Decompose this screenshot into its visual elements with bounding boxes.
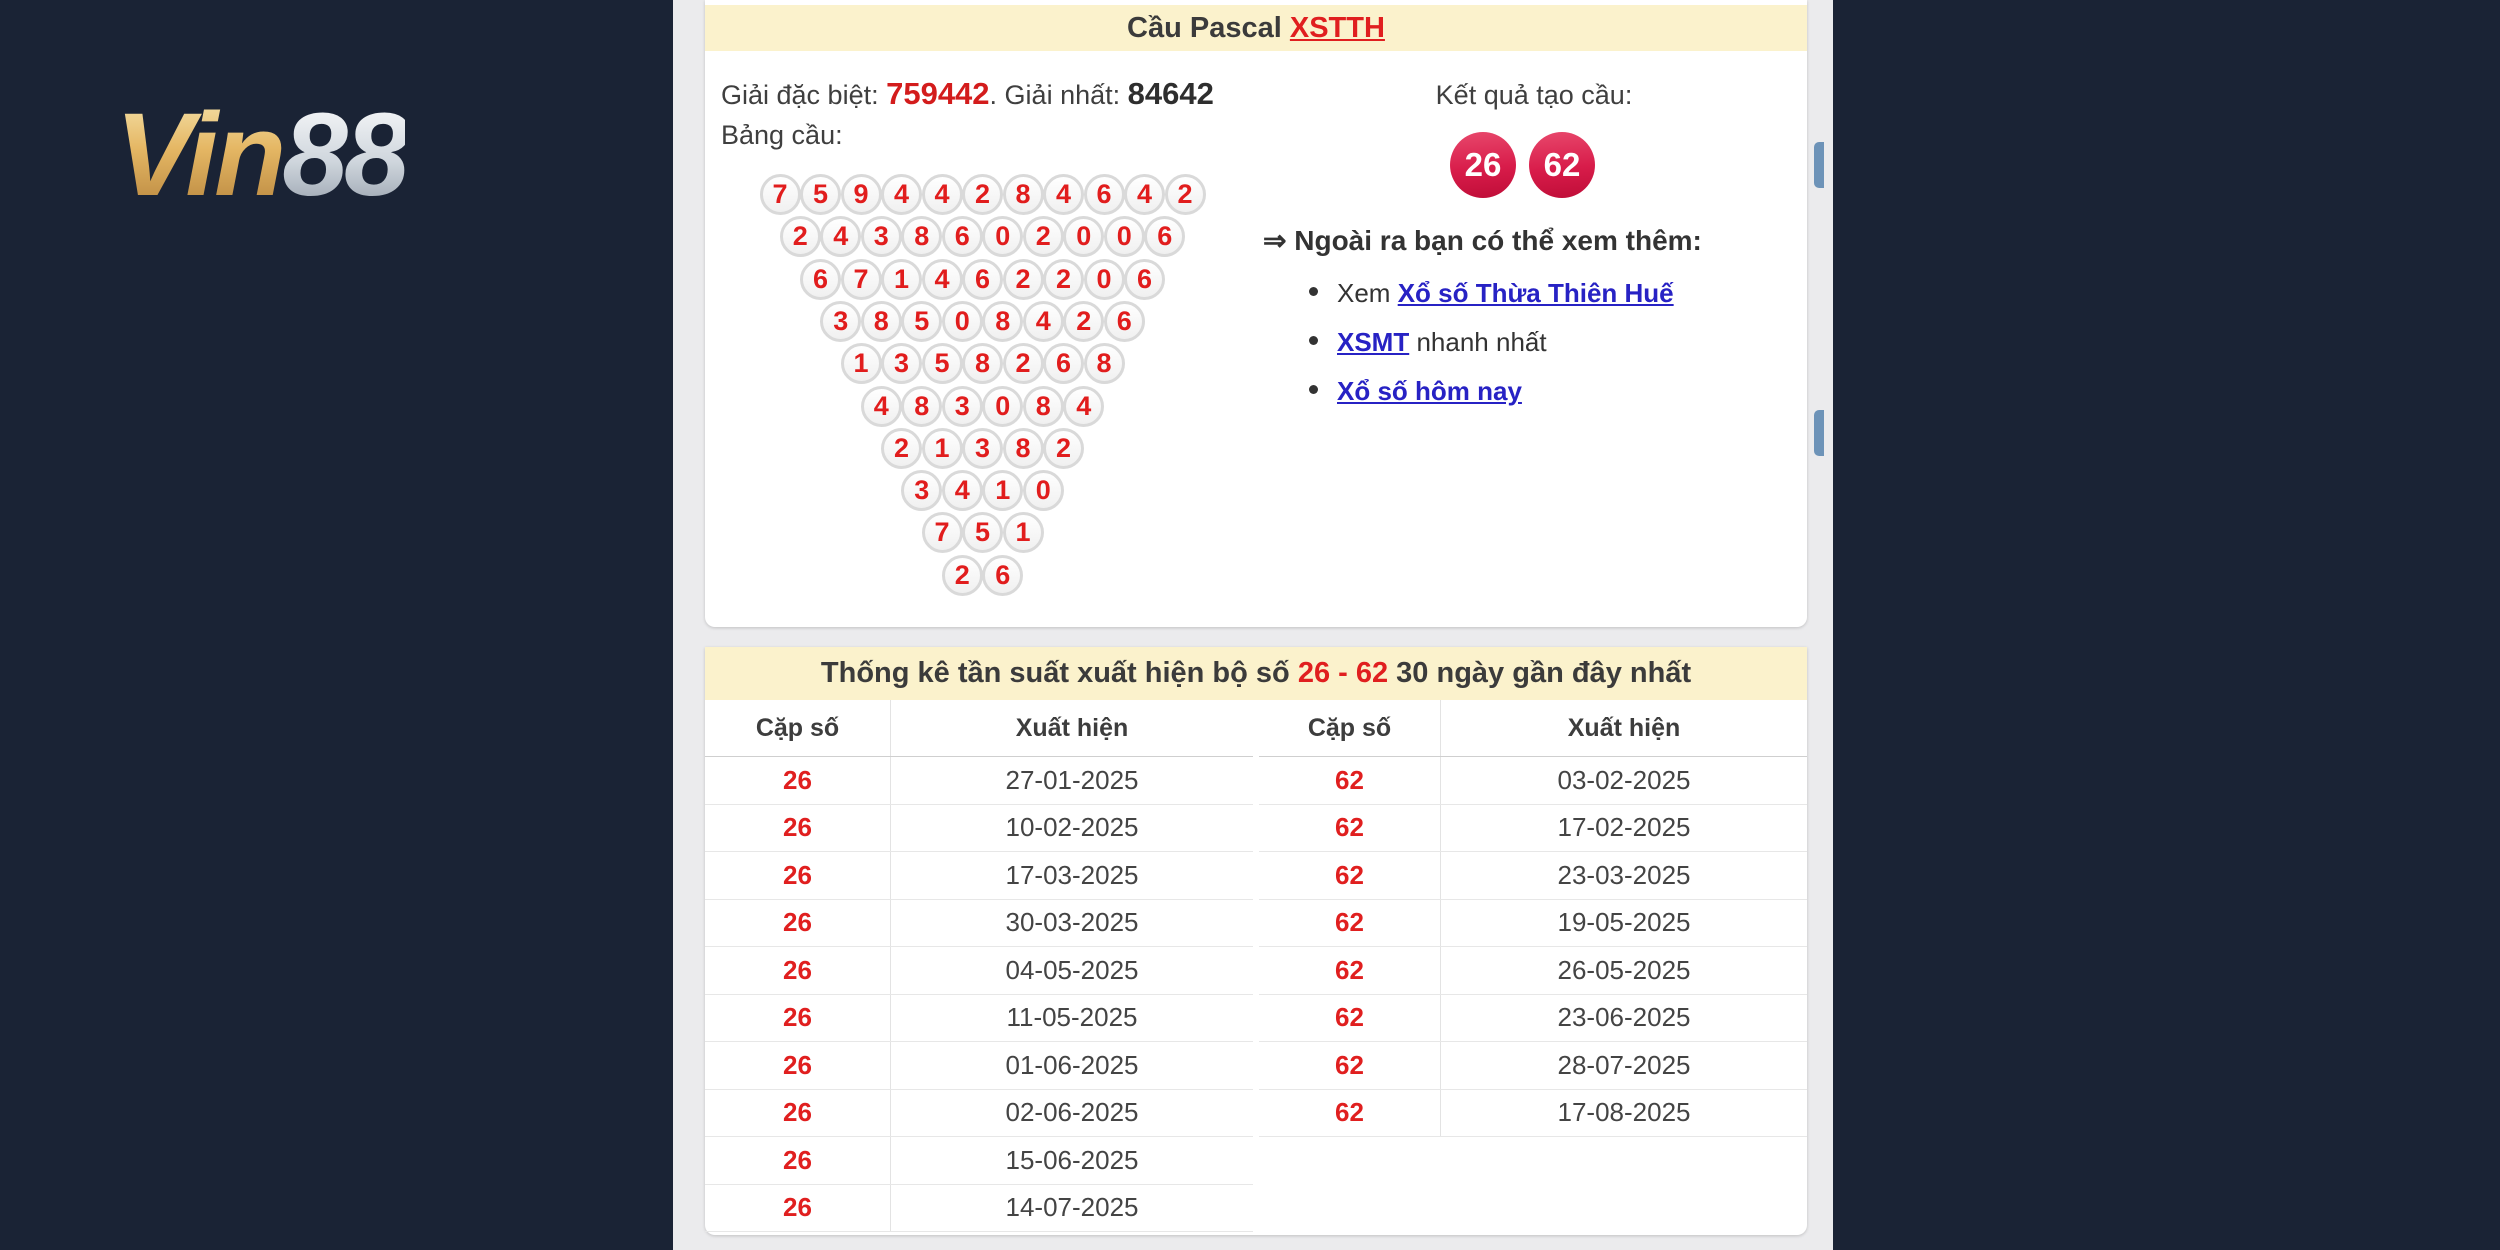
pyramid-cell: 2	[1165, 174, 1206, 215]
pyramid-cell: 0	[1084, 259, 1125, 300]
pyramid-cell: 8	[1023, 386, 1064, 427]
pair-column-header: Cặp số	[705, 700, 891, 756]
pyramid-cell: 0	[982, 386, 1023, 427]
table-row	[705, 947, 1253, 995]
pyramid-cell: 2	[1043, 259, 1084, 300]
special-prize-label: Giải đặc biệt:	[721, 80, 887, 110]
date-cell: 17-02-2025	[1557, 812, 1691, 843]
pyramid-cell: 2	[1043, 428, 1084, 469]
table-row	[705, 805, 1253, 853]
bullet-icon	[1309, 336, 1318, 345]
board-label: Bảng cầu:	[721, 120, 843, 150]
frequency-stats-card	[705, 647, 1807, 1235]
pyramid-cell: 4	[820, 216, 861, 257]
pyramid-cell: 4	[942, 470, 983, 511]
pyramid-cell: 8	[861, 301, 902, 342]
date-cell: 27-01-2025	[1005, 764, 1139, 795]
result-ball-2: 62	[1529, 132, 1595, 198]
prize-line	[721, 76, 1214, 112]
pyramid-cell: 3	[901, 470, 942, 511]
see-more-links	[1303, 278, 1674, 425]
logo-part-88: 88	[282, 89, 406, 221]
pyramid-cell: 2	[1063, 301, 1104, 342]
pyramid-cell: 5	[962, 512, 1003, 553]
pyramid-cell: 0	[982, 216, 1023, 257]
date-cell: 02-06-2025	[1005, 1097, 1139, 1128]
pair-cell: 26	[705, 1185, 891, 1232]
table-row	[1259, 1090, 1807, 1138]
pyramid-cell: 3	[881, 343, 922, 384]
date-cell: 11-05-2025	[1006, 1002, 1138, 1033]
pyramid-cell: 8	[1003, 428, 1044, 469]
bridge-title-text: Cầu Pascal	[1127, 12, 1290, 44]
table-row	[1259, 1042, 1807, 1090]
pair-cell: 26	[705, 1042, 891, 1089]
table-row	[705, 1090, 1253, 1138]
xo-so-thua-thien-hue-link[interactable]: Xổ số Thừa Thiên Huế	[1397, 278, 1674, 308]
link-suffix: nhanh nhất	[1409, 327, 1547, 357]
logo-part-vin: Vin	[115, 89, 283, 221]
date-cell: 17-03-2025	[1005, 859, 1139, 890]
pair-cell: 26	[705, 1137, 891, 1184]
cutoff-floating-button-fragment[interactable]	[1814, 142, 1824, 188]
xo-so-hom-nay-link[interactable]: Xổ số hôm nay	[1337, 376, 1522, 406]
pair-cell: 26	[705, 805, 891, 852]
pyramid-cell: 1	[922, 428, 963, 469]
pyramid-cell: 6	[982, 555, 1023, 596]
pyramid-cell: 7	[760, 174, 801, 215]
pyramid-cell: 7	[922, 512, 963, 553]
pyramid-cell: 5	[800, 174, 841, 215]
result-label: Kết quả tạo cầu:	[1435, 80, 1633, 110]
table-header-row	[1259, 700, 1807, 757]
bullet-icon	[1309, 287, 1318, 296]
pyramid-cell: 2	[1003, 343, 1044, 384]
date-cell: 30-03-2025	[1005, 907, 1139, 938]
link-prefix: Xem	[1337, 278, 1398, 308]
pair-cell: 62	[1259, 805, 1441, 852]
pyramid-cell: 0	[1023, 470, 1064, 511]
pyramid-cell: 4	[881, 174, 922, 215]
date-cell: 26-05-2025	[1557, 954, 1691, 985]
pair-cell: 62	[1259, 1042, 1441, 1089]
date-cell: 14-07-2025	[1005, 1192, 1139, 1223]
result-ball-1: 26	[1450, 132, 1516, 198]
pyramid-cell: 8	[982, 301, 1023, 342]
pyramid-cell: 6	[1043, 343, 1084, 384]
pyramid-cell: 8	[901, 386, 942, 427]
pyramid-cell: 1	[1003, 512, 1044, 553]
pyramid-cell: 8	[901, 216, 942, 257]
first-prize-value: 84642	[1127, 76, 1214, 111]
date-cell: 04-05-2025	[1005, 954, 1139, 985]
date-cell: 19-05-2025	[1557, 907, 1691, 938]
pyramid-cell: 3	[942, 386, 983, 427]
pyramid-cell: 6	[1084, 174, 1125, 215]
pyramid-cell: 2	[1023, 216, 1064, 257]
see-more-heading: ⇒ Ngoài ra bạn có thể xem thêm:	[1263, 225, 1702, 256]
pair-column-header: Cặp số	[1259, 700, 1441, 756]
pyramid-cell: 0	[1104, 216, 1145, 257]
pair-cell: 62	[1259, 852, 1441, 899]
pyramid-cell: 5	[901, 301, 942, 342]
table-row	[705, 757, 1253, 805]
bridge-card-title	[705, 5, 1807, 51]
stats-title-pair: 26 - 62	[1297, 657, 1389, 689]
table-row	[1259, 995, 1807, 1043]
pyramid-cell: 6	[800, 259, 841, 300]
list-item	[1303, 327, 1674, 357]
stats-table-right	[1259, 700, 1807, 1137]
pair-cell: 62	[1259, 995, 1441, 1042]
pyramid-cell: 5	[922, 343, 963, 384]
table-row	[1259, 757, 1807, 805]
pair-cell: 26	[705, 947, 891, 994]
pyramid-cell: 8	[1084, 343, 1125, 384]
site-logo[interactable]	[115, 89, 406, 221]
pyramid-cell: 0	[942, 301, 983, 342]
list-item	[1303, 278, 1674, 308]
date-cell: 15-06-2025	[1005, 1144, 1139, 1175]
stats-title-suffix: 30 ngày gần đây nhất	[1388, 657, 1692, 689]
pascal-bridge-card	[705, 0, 1807, 627]
date-column-header: Xuất hiện	[1567, 713, 1681, 742]
pyramid-cell: 2	[962, 174, 1003, 215]
pair-cell: 26	[705, 1090, 891, 1137]
xsmt-link[interactable]: XSMT	[1337, 327, 1410, 357]
special-prize-value: 759442	[886, 76, 990, 111]
pair-cell: 62	[1259, 1090, 1441, 1137]
pair-cell: 26	[705, 852, 891, 899]
cutoff-floating-button-fragment[interactable]	[1814, 410, 1824, 456]
pyramid-cell: 3	[861, 216, 902, 257]
pyramid-cell: 4	[1043, 174, 1084, 215]
stats-card-title	[705, 647, 1807, 700]
xstth-link[interactable]: XSTTH	[1289, 12, 1385, 44]
pyramid-cell: 2	[881, 428, 922, 469]
first-prize-label: . Giải nhất:	[989, 80, 1128, 110]
pyramid-cell: 9	[841, 174, 882, 215]
pyramid-cell: 1	[841, 343, 882, 384]
pair-cell: 26	[705, 757, 891, 804]
pyramid-cell: 6	[1104, 301, 1145, 342]
pyramid-cell: 3	[962, 428, 1003, 469]
table-row	[1259, 900, 1807, 948]
pyramid-cell: 4	[1023, 301, 1064, 342]
date-cell: 17-08-2025	[1557, 1097, 1691, 1128]
pyramid-cell: 6	[1124, 259, 1165, 300]
table-row	[705, 900, 1253, 948]
pyramid-cell: 8	[962, 343, 1003, 384]
table-row	[705, 852, 1253, 900]
date-column-header: Xuất hiện	[1015, 713, 1129, 742]
pyramid-cell: 6	[1144, 216, 1185, 257]
table-header-row	[705, 700, 1253, 757]
date-cell: 23-06-2025	[1557, 1002, 1691, 1033]
list-item	[1303, 376, 1674, 406]
pair-cell: 26	[705, 995, 891, 1042]
pyramid-cell: 3	[820, 301, 861, 342]
pyramid-cell: 4	[861, 386, 902, 427]
pyramid-cell: 4	[922, 174, 963, 215]
table-row	[1259, 947, 1807, 995]
pyramid-cell: 6	[962, 259, 1003, 300]
date-cell: 23-03-2025	[1557, 859, 1691, 890]
pyramid-cell: 6	[942, 216, 983, 257]
table-row	[705, 1185, 1253, 1233]
pair-cell: 62	[1259, 757, 1441, 804]
bullet-icon	[1309, 385, 1318, 394]
pyramid-cell: 2	[1003, 259, 1044, 300]
date-cell: 10-02-2025	[1005, 812, 1139, 843]
table-row	[705, 1042, 1253, 1090]
date-cell: 03-02-2025	[1557, 764, 1691, 795]
pair-cell: 62	[1259, 947, 1441, 994]
pyramid-cell: 4	[922, 259, 963, 300]
pyramid-cell: 2	[942, 555, 983, 596]
pair-cell: 26	[705, 900, 891, 947]
table-row	[705, 995, 1253, 1043]
pyramid-cell: 2	[780, 216, 821, 257]
date-cell: 28-07-2025	[1557, 1049, 1691, 1080]
table-row	[1259, 852, 1807, 900]
pair-cell: 62	[1259, 900, 1441, 947]
stats-table-left	[705, 700, 1253, 1232]
pyramid-cell: 4	[1124, 174, 1165, 215]
pyramid-cell: 8	[1003, 174, 1044, 215]
pyramid-cell: 7	[841, 259, 882, 300]
pyramid-cell: 0	[1063, 216, 1104, 257]
pyramid-cell: 1	[881, 259, 922, 300]
date-cell: 01-06-2025	[1005, 1049, 1139, 1080]
pyramid-cell: 4	[1063, 386, 1104, 427]
table-row	[1259, 805, 1807, 853]
stats-title-prefix: Thống kê tần suất xuất hiện bộ số	[820, 657, 1298, 689]
pyramid-cell: 1	[982, 470, 1023, 511]
table-row	[705, 1137, 1253, 1185]
